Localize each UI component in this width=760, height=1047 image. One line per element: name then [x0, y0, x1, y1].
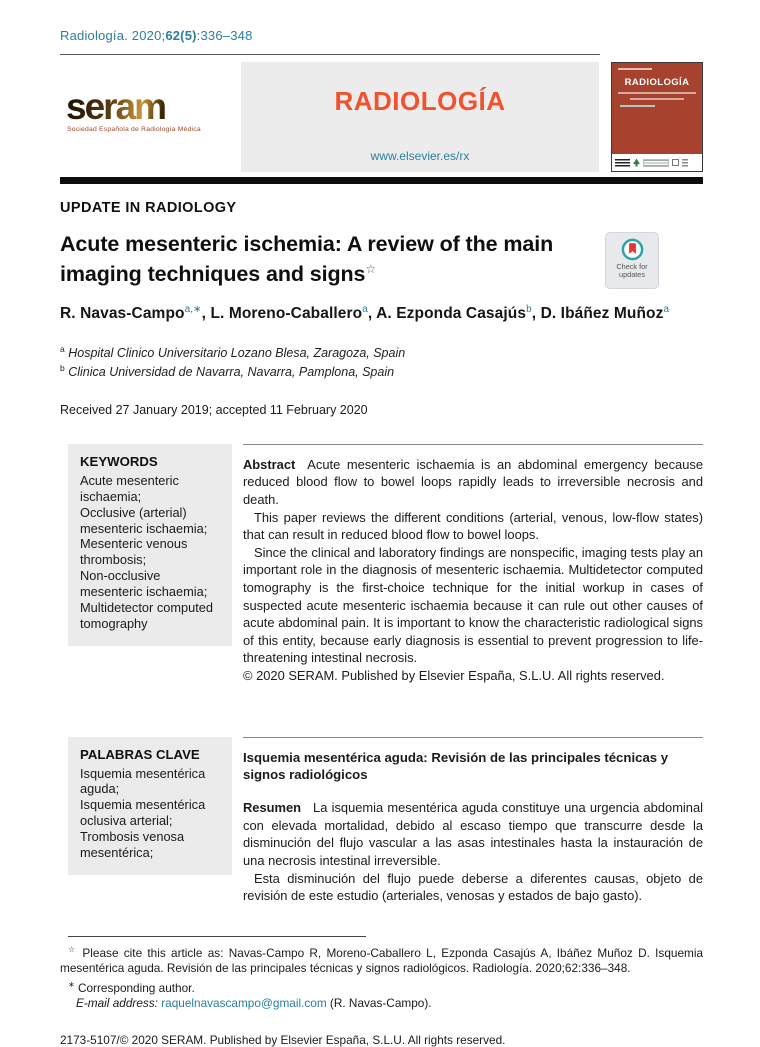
resumen-paragraph: Resumen La isquemia mesentérica aguda constituye una urgencia abdominal con elevada mortalidad, debido al escaso tiempo que transcurre desde la disminución del flujo vascular a las asas intestinales hasta la instauración de una necrosis intestinal irreversible.	[243, 800, 703, 868]
resumen-label: Resumen	[243, 800, 302, 816]
cover-issue-line	[618, 68, 652, 70]
cover-title: RADIOLOGÍA	[624, 77, 690, 88]
cover-tree-icon	[633, 159, 640, 167]
cover-subtitle-line	[618, 92, 696, 94]
section-divider-bar	[60, 177, 703, 184]
abstract-label: Abstract	[243, 456, 296, 472]
cover-badge-icon	[672, 159, 679, 166]
seram-logo	[60, 62, 241, 172]
keyword: Multidetector computed tomography	[80, 600, 214, 631]
journal-citation-link[interactable]	[60, 28, 703, 43]
footnote-area	[60, 936, 703, 1047]
affiliation: $^b$ Clinica Universidad de Navarra, Navarra, Pamplona, Spain	[60, 363, 395, 380]
journal-url-link[interactable]: www.elsevier.es/rx	[370, 149, 470, 163]
corresponding-author-footnote: ∗ Corresponding author.	[68, 979, 195, 995]
keywords-heading: KEYWORDS	[80, 453, 158, 469]
palabras-clave-box	[68, 737, 232, 875]
check-for-updates-icon	[621, 238, 644, 261]
author-affiliation-sup: a	[362, 304, 368, 316]
cite-footnote: ☆ Please cite this article as: Navas-Campo R, Moreno-Caballero L, Ezponda Casajús A, Ibáñez Muñoz D. Isquemia mesentérica aguda. Revisión de las principales técnicas y signos radiológicos. Radiología. 2020;62:336–348.	[60, 944, 704, 976]
footnote-divider	[68, 936, 366, 937]
title-footnote-star: ☆	[365, 261, 377, 276]
keyword: Mesenteric venous thrombosis;	[80, 536, 188, 568]
cover-footer-logos	[612, 154, 702, 171]
author: A. Ezponda Casajús$^b$,	[376, 304, 541, 323]
journal-title-panel	[241, 62, 599, 172]
article-section-label: UPDATE IN RADIOLOGY	[60, 200, 237, 216]
affiliation: $^a$ Hospital Clinico Universitario Lozano Blesa, Zaragoza, Spain	[60, 344, 406, 361]
author-list	[60, 304, 703, 323]
check-for-updates-label: Check for updates	[616, 262, 648, 280]
cover-publisher-mark	[682, 159, 688, 167]
cite-footnote-star: ☆	[68, 944, 78, 954]
abstract-section	[243, 444, 703, 685]
journal-cover-thumbnail	[611, 62, 703, 172]
abstract-grid	[60, 444, 703, 905]
email-label: E-mail address:	[76, 996, 158, 1011]
citation-pages: :336–348	[196, 28, 253, 43]
spanish-title: Isquemia mesentérica aguda: Revisión de las principales técnicas y signos radiológicos	[243, 749, 669, 783]
article-title-text: Acute mesenteric ischemia: A review of the main imaging techniques and signs	[60, 232, 554, 286]
title-row	[60, 230, 703, 289]
author: R. Navas-Campo$^{a,∗}$,	[60, 304, 211, 323]
seram-logo-tagline: Sociedad Española de Radiología Médica	[67, 126, 201, 133]
palabra-clave: Isquemia mesentérica aguda;	[80, 765, 206, 797]
cover-society-line	[620, 105, 656, 107]
article-title	[60, 230, 605, 289]
keywords-box	[68, 444, 232, 646]
author-affiliation-sup: a	[663, 304, 670, 316]
journal-name: RADIOLOGÍA	[334, 86, 506, 116]
abstract-paragraph: This paper reviews the different conditions (arterial, venous, low-flow states) that can result in reduced blood flow to bowel loops.	[243, 509, 703, 543]
author-affiliation-sup: a,∗	[184, 304, 202, 316]
journal-masthead	[60, 62, 703, 172]
palabras-clave-heading: PALABRAS CLAVE	[80, 746, 200, 762]
keyword: Acute mesenteric ischaemia;	[80, 472, 179, 504]
resumen-paragraph: Esta disminución del flujo puede deberse a diferentes causas, objeto de revisión de este estudio (arteriales, venosas y estados de bajo gasto).	[243, 870, 703, 904]
issn-copyright-line: 2173-5107/© 2020 SERAM. Published by Elsevier España, S.L.U. All rights reserved.	[60, 1032, 506, 1047]
keyword: Non-occlusive mesenteric ischaemia;	[80, 568, 208, 600]
palabra-clave: Trombosis venosa mesentérica;	[80, 829, 185, 861]
resumen-section	[243, 737, 703, 905]
abstract-paragraph: Since the clinical and laboratory findings are nonspecific, imaging tests play an important role in the diagnosis of mesenteric ischaemia. Multidetector computed tomography is the first-choice technique for the initial workup in cases of suspected acute mesenteric ischaemia because it can rule out other causes of acute abdominal pain. It is important to know the characteristic radiological signs of this entity, because early diagnosis is essential to prevent progression to life-threatening intestinal necrosis.	[243, 544, 703, 666]
check-for-updates-badge[interactable]	[605, 232, 659, 289]
citation-prefix: Radiología. 2020;	[60, 28, 166, 43]
received-accepted-dates: Received 27 January 2019; accepted 11 February 2020	[60, 402, 368, 417]
cover-subtitle-line	[630, 98, 685, 100]
seram-logo-wordmark: seram	[66, 86, 166, 127]
keyword: Occlusive (arterial) mesenteric ischaemia;	[80, 504, 208, 536]
author: D. Ibáñez Muñoz$^a$	[540, 304, 670, 323]
author-affiliation-sup: b	[526, 304, 532, 316]
cover-text-block	[643, 159, 669, 167]
abstract-copyright: © 2020 SERAM. Published by Elsevier España, S.L.U. All rights reserved.	[243, 667, 665, 683]
citation-volume: 62(5)	[165, 28, 197, 43]
header-divider	[60, 54, 600, 55]
palabra-clave: Isquemia mesentérica oclusiva arterial;	[80, 797, 206, 829]
email-link[interactable]: raquelnavascampo@gmail.com	[161, 996, 327, 1011]
affiliation-list	[60, 344, 703, 381]
cover-seram-logo	[615, 159, 630, 167]
journal-cover-front	[612, 63, 702, 154]
abstract-paragraph: Abstract Acute mesenteric ischaemia is an abdominal emergency because reduced blood flow to bowel loops rapidly leads to irreversible necrosis and death.	[243, 456, 703, 507]
email-suffix: (R. Navas-Campo).	[326, 996, 432, 1011]
email-footnote	[76, 996, 703, 1012]
author: L. Moreno-Caballero$^a$,	[210, 304, 377, 323]
